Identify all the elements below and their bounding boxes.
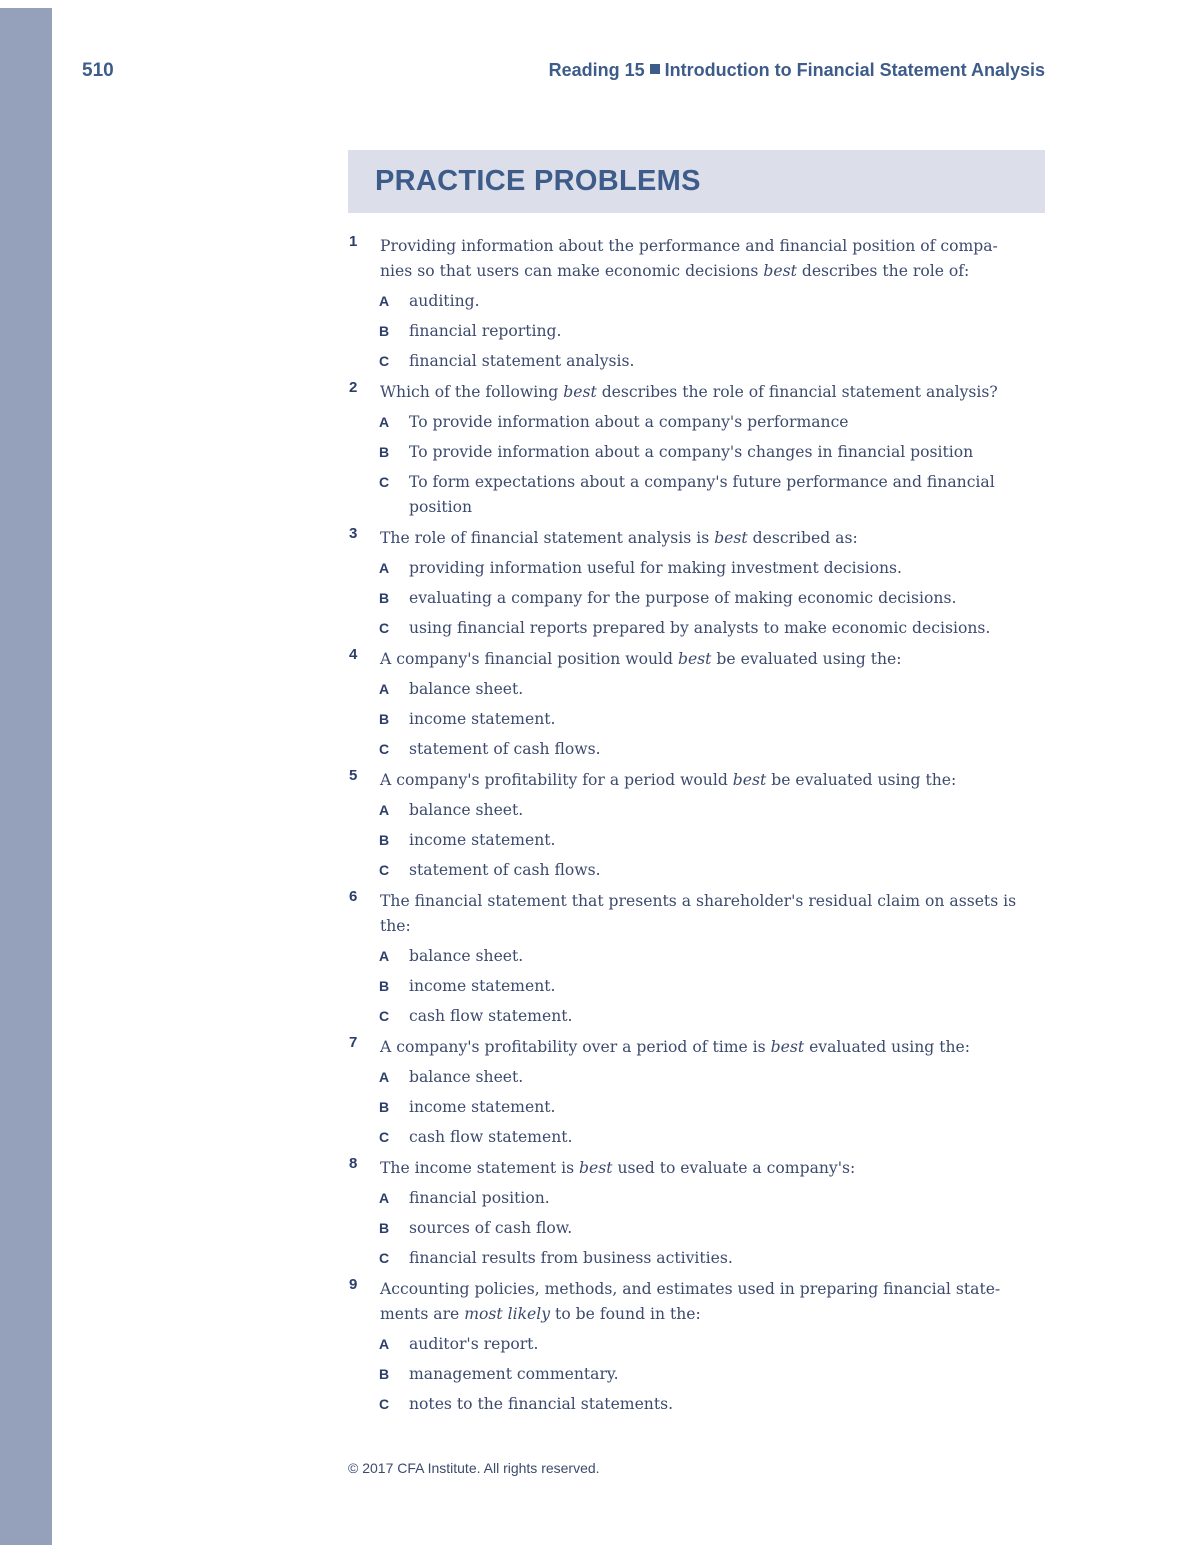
option-letter: A <box>379 802 390 818</box>
option-letter: A <box>379 1069 390 1085</box>
option-letter: A <box>379 948 390 964</box>
problem-question: Accounting policies, methods, and estimates used in preparing financial state- ments are most likely to be found in the: <box>380 1280 1001 1323</box>
option-letter: C <box>379 1129 390 1145</box>
option-text: balance sheet. <box>409 801 524 819</box>
option-letter: A <box>379 293 390 309</box>
option-text: To provide information about a company's performance <box>409 413 849 431</box>
option-letter: C <box>379 620 390 636</box>
option-text: income statement. <box>409 977 556 995</box>
answer-option-a <box>348 677 1045 702</box>
option-letter: B <box>379 978 390 994</box>
problem-number: 8 <box>349 1155 358 1172</box>
answer-option-a <box>348 289 1045 314</box>
option-letter: B <box>379 1099 390 1115</box>
square-bullet-icon <box>650 64 660 74</box>
option-text: income statement. <box>409 710 556 728</box>
option-letter: A <box>379 560 390 576</box>
option-text: notes to the financial statements. <box>409 1395 674 1413</box>
answer-option-b <box>348 1095 1045 1120</box>
option-letter: B <box>379 832 390 848</box>
answer-option-c <box>348 1392 1045 1417</box>
option-letter: B <box>379 711 390 727</box>
problem-4 <box>348 646 1045 762</box>
answer-option-a <box>348 1065 1045 1090</box>
answer-option-b <box>348 586 1045 611</box>
option-text: financial results from business activities. <box>409 1249 733 1267</box>
option-letter: B <box>379 323 390 339</box>
option-letter: C <box>379 474 390 490</box>
option-text: income statement. <box>409 1098 556 1116</box>
answer-option-c <box>348 1246 1045 1271</box>
problem-6 <box>348 888 1045 1029</box>
section-banner <box>348 150 1045 213</box>
option-text: financial reporting. <box>409 322 562 340</box>
option-text: cash flow statement. <box>409 1128 573 1146</box>
answer-option-b <box>348 1362 1045 1387</box>
option-letter: B <box>379 1220 390 1236</box>
option-letter: C <box>379 353 390 369</box>
option-letter: B <box>379 444 390 460</box>
answer-option-b <box>348 440 1045 465</box>
option-letter: C <box>379 741 390 757</box>
problem-number: 1 <box>349 233 358 250</box>
option-letter: C <box>379 1008 390 1024</box>
option-text: management commentary. <box>409 1365 619 1383</box>
problem-number: 5 <box>349 767 358 784</box>
problem-question: The income statement is best used to evaluate a company's: <box>380 1159 856 1177</box>
answer-option-c <box>348 737 1045 762</box>
answer-option-a <box>348 410 1045 435</box>
problem-2 <box>348 379 1045 520</box>
option-text: financial position. <box>409 1189 550 1207</box>
option-letter: A <box>379 1336 390 1352</box>
option-text: sources of cash flow. <box>409 1219 573 1237</box>
option-text: auditing. <box>409 292 480 310</box>
option-text: To provide information about a company's changes in financial position <box>409 443 974 461</box>
option-text: income statement. <box>409 831 556 849</box>
option-letter: A <box>379 1190 390 1206</box>
answer-option-a <box>348 798 1045 823</box>
problem-7 <box>348 1034 1045 1150</box>
option-letter: A <box>379 414 390 430</box>
side-bar <box>0 8 52 1545</box>
problem-question: The financial statement that presents a shareholder's residual claim on assets is the: <box>380 892 1017 935</box>
problem-question: A company's profitability for a period would best be evaluated using the: <box>380 771 957 789</box>
problem-question: Providing information about the performance and financial position of compa- nies so that users can make economic decisions best describes the role of: <box>380 237 998 280</box>
option-text: evaluating a company for the purpose of making economic decisions. <box>409 589 957 607</box>
problem-number: 3 <box>349 525 358 542</box>
copyright-notice: © 2017 CFA Institute. All rights reserved. <box>348 1460 600 1476</box>
answer-option-a <box>348 1332 1045 1357</box>
option-text: cash flow statement. <box>409 1007 573 1025</box>
problem-number: 9 <box>349 1276 358 1293</box>
option-text: auditor's report. <box>409 1335 539 1353</box>
answer-option-a <box>348 1186 1045 1211</box>
answer-option-b <box>348 828 1045 853</box>
answer-option-b <box>348 707 1045 732</box>
option-text: statement of cash flows. <box>409 861 601 879</box>
running-head <box>549 60 1045 81</box>
problem-3 <box>348 525 1045 641</box>
option-text: using financial reports prepared by analysts to make economic decisions. <box>409 619 991 637</box>
problem-9 <box>348 1276 1045 1417</box>
problem-number: 4 <box>349 646 358 663</box>
answer-option-c <box>348 470 1045 520</box>
problem-8 <box>348 1155 1045 1271</box>
option-text: statement of cash flows. <box>409 740 601 758</box>
answer-option-b <box>348 319 1045 344</box>
option-letter: B <box>379 1366 390 1382</box>
option-letter: A <box>379 681 390 697</box>
option-text: balance sheet. <box>409 680 524 698</box>
option-letter: C <box>379 1396 390 1412</box>
problem-number: 2 <box>349 379 358 396</box>
section-title: PRACTICE PROBLEMS <box>375 165 701 197</box>
answer-option-b <box>348 1216 1045 1241</box>
page-number: 510 <box>82 60 114 81</box>
reading-title: Introduction to Financial Statement Analysis <box>664 60 1045 80</box>
problem-question: A company's profitability over a period of time is best evaluated using the: <box>380 1038 970 1056</box>
problem-5 <box>348 767 1045 883</box>
option-text: financial statement analysis. <box>409 352 635 370</box>
answer-option-c <box>348 1125 1045 1150</box>
option-text: balance sheet. <box>409 1068 524 1086</box>
answer-option-c <box>348 858 1045 883</box>
answer-option-a <box>348 556 1045 581</box>
problem-question: The role of financial statement analysis is best described as: <box>380 529 858 547</box>
problem-question: A company's financial position would best be evaluated using the: <box>380 650 902 668</box>
answer-option-c <box>348 349 1045 374</box>
option-letter: C <box>379 1250 390 1266</box>
answer-option-c <box>348 1004 1045 1029</box>
problem-1 <box>348 233 1045 374</box>
reading-label: Reading 15 <box>548 60 645 80</box>
option-text: balance sheet. <box>409 947 524 965</box>
option-text: To form expectations about a company's future performance and financial position <box>409 473 995 516</box>
answer-option-c <box>348 616 1045 641</box>
problem-question: Which of the following best describes the role of financial statement analysis? <box>380 383 998 401</box>
answer-option-b <box>348 974 1045 999</box>
option-text: providing information useful for making investment decisions. <box>409 559 902 577</box>
answer-option-a <box>348 944 1045 969</box>
problem-list <box>348 233 1045 1417</box>
option-letter: C <box>379 862 390 878</box>
problem-number: 6 <box>349 888 358 905</box>
option-letter: B <box>379 590 390 606</box>
problem-number: 7 <box>349 1034 358 1051</box>
